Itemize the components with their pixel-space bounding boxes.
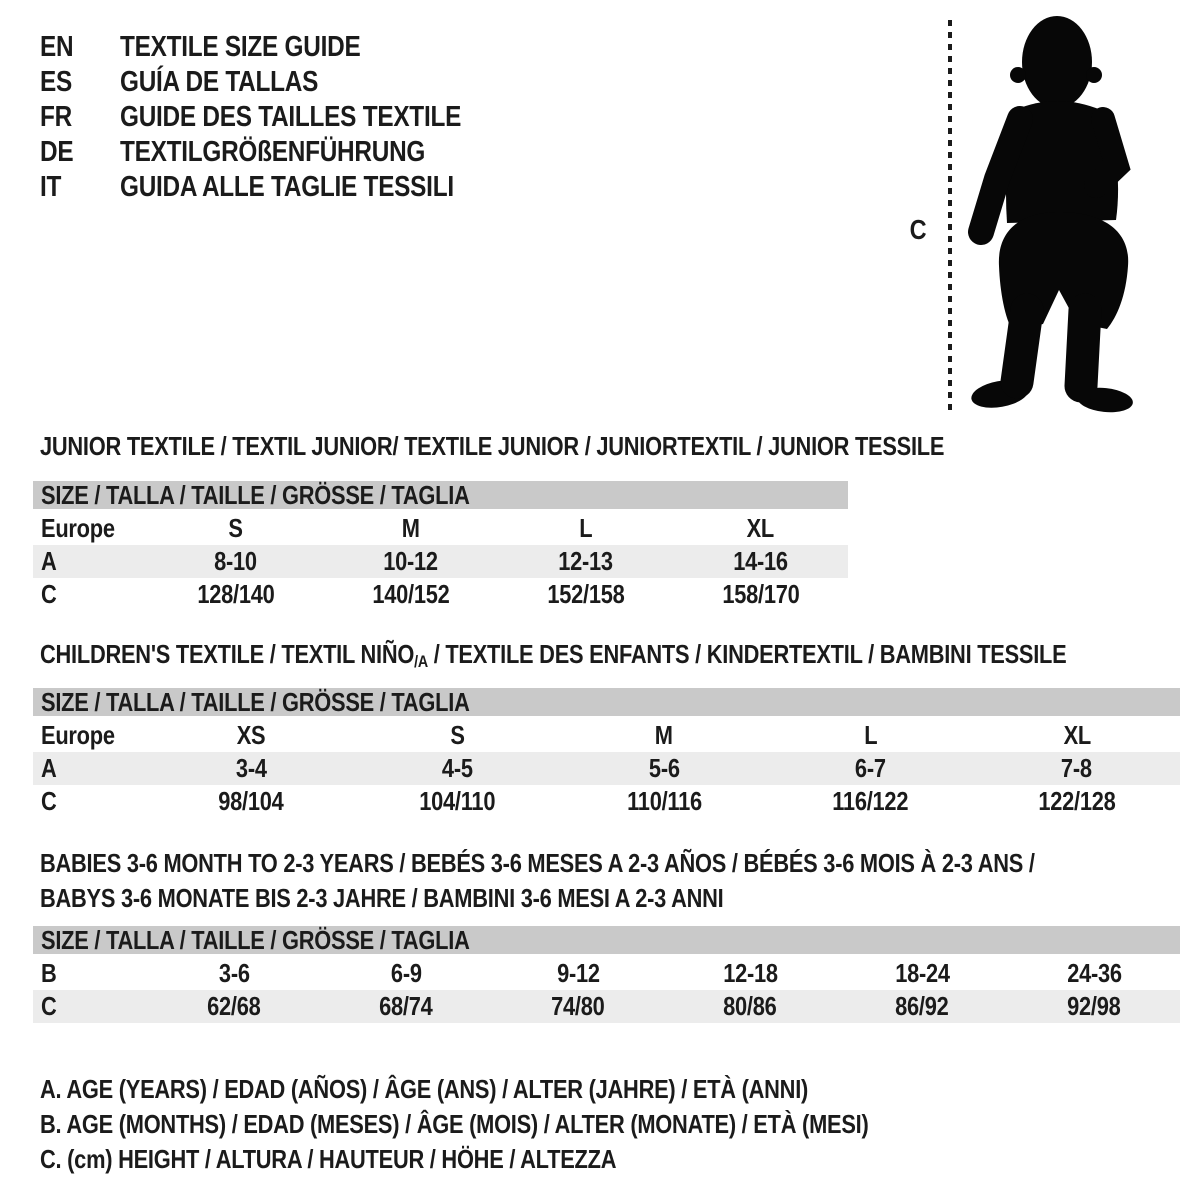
table-cell: 80/86 xyxy=(723,991,777,1021)
table-cell: M xyxy=(655,720,673,750)
babies-section-title xyxy=(40,846,1200,916)
table-cell: 12-13 xyxy=(558,546,613,576)
table-cell: S xyxy=(450,720,465,750)
row-label: A xyxy=(41,546,57,576)
junior-size-table xyxy=(33,481,848,611)
junior-section-title: JUNIOR TEXTILE / TEXTIL JUNIOR/ TEXTILE JUNIOR / JUNIORTEXTIL / JUNIOR TESSILE xyxy=(40,431,945,461)
guide-title: TEXTILE SIZE GUIDE xyxy=(120,31,361,63)
table-cell: 6-9 xyxy=(390,958,422,988)
children-section-title: CHILDREN'S TEXTILE / TEXTIL NIÑO/A / TEXTILE DES ENFANTS / KINDERTEXTIL / BAMBINI TESSILE xyxy=(40,639,1067,671)
guide-title: GUÍA DE TALLAS xyxy=(120,66,319,98)
table-cell: 122/128 xyxy=(1038,786,1116,816)
table-cell: 86/92 xyxy=(895,991,949,1021)
language-row xyxy=(40,170,526,205)
language-list xyxy=(40,30,526,205)
size-header-bar: SIZE / TALLA / TAILLE / GRÖSSE / TAGLIA xyxy=(33,688,1180,716)
row-label: Europe xyxy=(41,513,115,543)
table-cell: 6-7 xyxy=(855,753,886,783)
table-row xyxy=(33,512,848,545)
table-cell: S xyxy=(228,513,243,543)
legend-line-c: C. (cm) HEIGHT / ALTURA / HAUTEUR / HÖHE / ALTEZZA xyxy=(40,1144,617,1174)
language-code: EN xyxy=(40,31,74,63)
row-label: Europe xyxy=(41,720,115,750)
guide-title: GUIDE DES TAILLES TEXTILE xyxy=(120,101,462,133)
legend-line-b: B. AGE (MONTHS) / EDAD (MESES) / ÂGE (MOIS) / ALTER (MONATE) / ETÀ (MESI) xyxy=(40,1109,869,1139)
language-row xyxy=(40,100,526,135)
measure-legend xyxy=(40,1072,1026,1177)
table-row xyxy=(33,578,848,611)
table-cell: 62/68 xyxy=(207,991,261,1021)
table-cell: L xyxy=(578,513,593,543)
title-subscript: /A xyxy=(414,652,428,671)
height-measure-line xyxy=(948,20,952,416)
table-cell: 116/122 xyxy=(832,786,909,816)
table-cell: L xyxy=(863,720,877,750)
row-label: C xyxy=(41,786,57,816)
table-cell: XL xyxy=(1063,720,1091,750)
table-cell: 10-12 xyxy=(383,546,438,576)
table-row xyxy=(33,752,1180,785)
table-row xyxy=(33,785,1180,818)
guide-title: TEXTILGRÖßENFÜHRUNG xyxy=(120,136,426,168)
table-cell: XS xyxy=(236,720,266,750)
language-code: ES xyxy=(40,66,72,98)
table-cell: 5-6 xyxy=(648,753,680,783)
table-cell: 4-5 xyxy=(442,753,474,783)
table-cell: 8-10 xyxy=(214,546,257,576)
language-row xyxy=(40,135,526,170)
table-cell: 24-36 xyxy=(1066,958,1122,988)
language-code: DE xyxy=(40,136,74,168)
table-cell: 158/170 xyxy=(721,579,800,609)
table-row xyxy=(33,719,1180,752)
babies-title-line2: BABYS 3-6 MONATE BIS 2-3 JAHRE / BAMBINI 3-6 MESI A 2-3 ANNI xyxy=(40,883,724,913)
table-cell: 3-6 xyxy=(218,958,250,988)
table-cell: M xyxy=(401,513,420,543)
table-cell: 92/98 xyxy=(1067,991,1121,1021)
babies-size-table xyxy=(33,926,1180,1023)
table-cell: 128/140 xyxy=(196,579,275,609)
table-cell: 68/74 xyxy=(379,991,433,1021)
table-cell: 110/116 xyxy=(626,786,702,816)
table-cell: 18-24 xyxy=(894,958,950,988)
table-row xyxy=(33,990,1180,1023)
table-cell: 14-16 xyxy=(733,546,788,576)
row-label: A xyxy=(41,753,57,783)
language-row xyxy=(40,65,526,100)
table-row xyxy=(33,957,1180,990)
legend-line-a: A. AGE (YEARS) / EDAD (AÑOS) / ÂGE (ANS) / ALTER (JAHRE) / ETÀ (ANNI) xyxy=(40,1074,809,1104)
table-cell: 104/110 xyxy=(419,786,496,816)
height-measure-label: C xyxy=(909,214,927,245)
table-cell: 3-4 xyxy=(235,753,267,783)
table-cell: 74/80 xyxy=(551,991,605,1021)
table-cell: 140/152 xyxy=(371,579,450,609)
babies-title-line1: BABIES 3-6 MONTH TO 2-3 YEARS / BEBÉS 3-6 MESES A 2-3 AÑOS / BÉBÉS 3-6 MOIS À 2-3 ANS / xyxy=(40,848,1035,878)
table-cell: 152/158 xyxy=(546,579,625,609)
language-code: FR xyxy=(40,101,72,133)
language-code: IT xyxy=(40,171,62,203)
size-header-bar: SIZE / TALLA / TAILLE / GRÖSSE / TAGLIA xyxy=(33,481,848,509)
language-row xyxy=(40,30,526,65)
row-label: B xyxy=(41,958,57,988)
guide-title: GUIDA ALLE TAGLIE TESSILI xyxy=(120,171,454,203)
table-row xyxy=(33,545,848,578)
baby-silhouette-icon xyxy=(963,14,1143,418)
row-label: C xyxy=(41,991,57,1021)
table-cell: XL xyxy=(746,513,775,543)
table-cell: 98/104 xyxy=(218,786,284,816)
size-header-bar: SIZE / TALLA / TAILLE / GRÖSSE / TAGLIA xyxy=(33,926,1180,954)
table-cell: 9-12 xyxy=(556,958,600,988)
children-size-table xyxy=(33,688,1180,818)
row-label: C xyxy=(41,579,57,609)
table-cell: 7-8 xyxy=(1061,753,1093,783)
table-cell: 12-18 xyxy=(722,958,778,988)
